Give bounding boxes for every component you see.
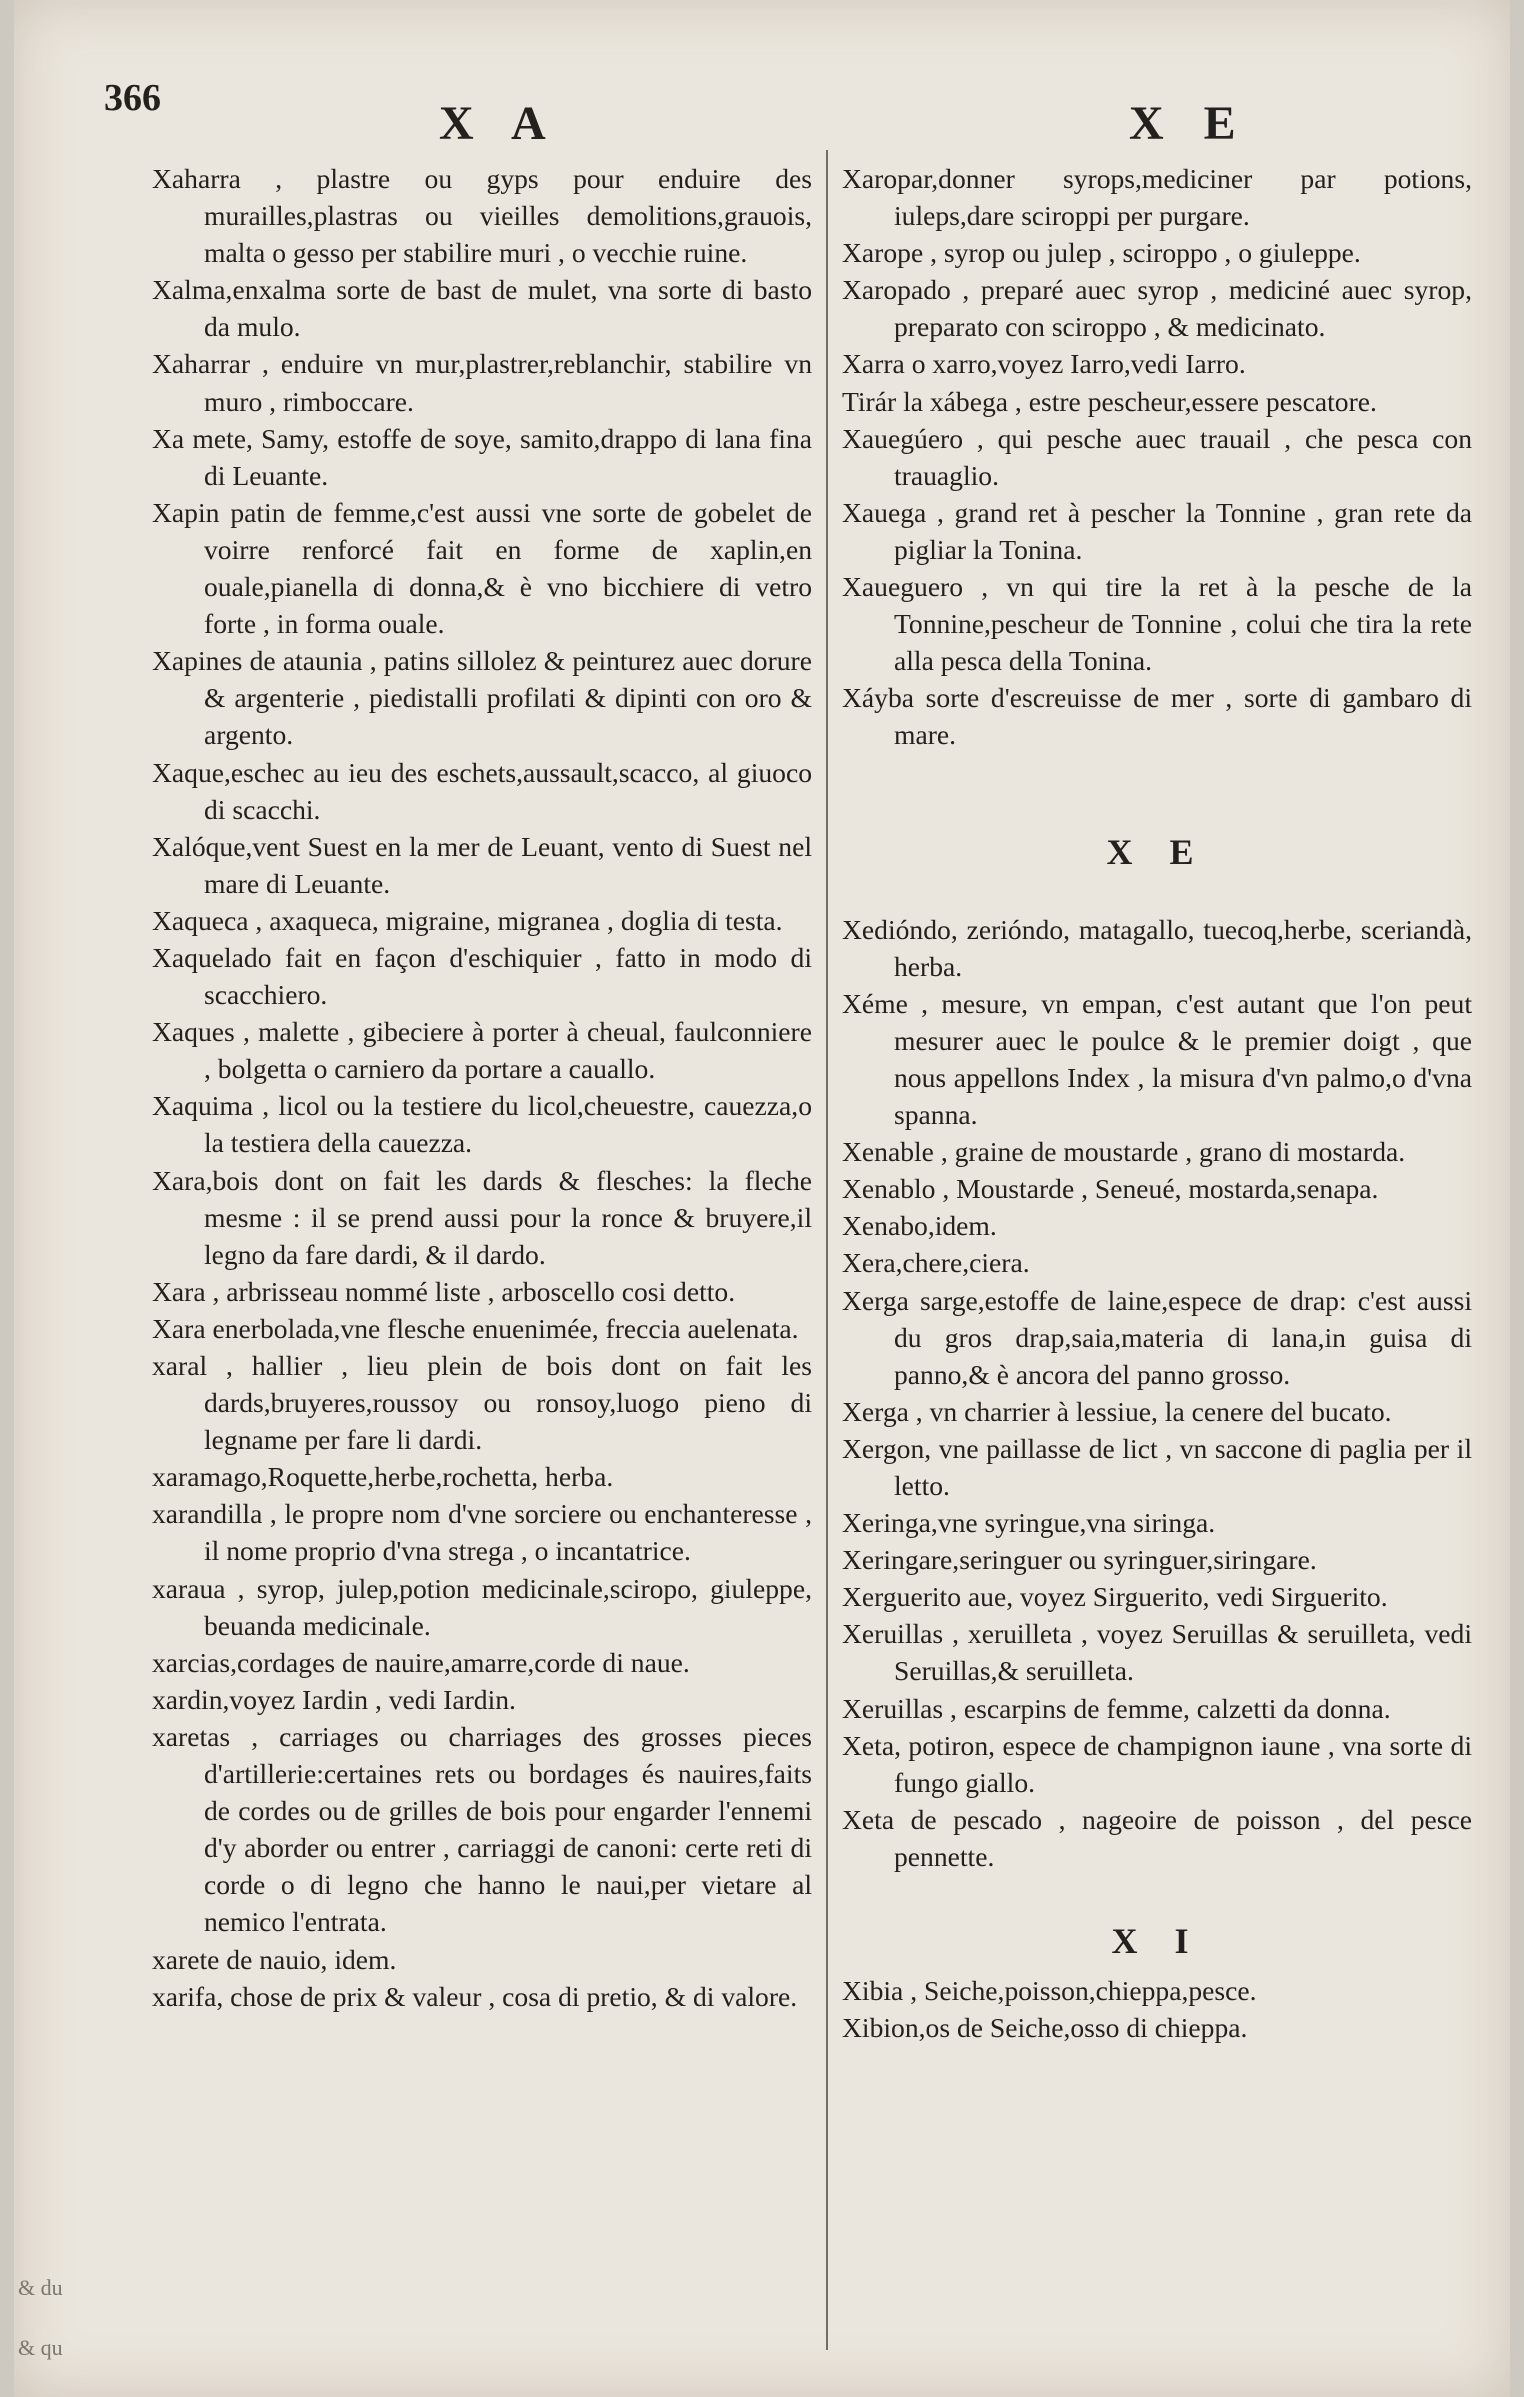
entry: Xaharra , plastre ou gyps pour enduire des murailles,plastras ou vieilles demolitions,grauois, malta o gesso per stabilire muri , o vecchie ruine. <box>152 163 812 269</box>
entry: Xeta, potiron, espece de champignon iaune , vna sorte di fungo giallo. <box>842 1729 1472 1798</box>
entry: Xera,chere,ciera. <box>842 1247 1030 1279</box>
entry: Xarope , syrop ou julep , sciroppo , o giuleppe. <box>842 237 1361 269</box>
section-heading-xi: X I <box>1111 1921 1203 1962</box>
entry: Xauega , grand ret à pescher la Tonnine , gran rete da pigliar la Tonina. <box>842 496 1472 565</box>
entry: Xaropar,donner syrops,mediciner par potions, iuleps,dare sciroppi per purgare. <box>842 163 1472 232</box>
column-divider <box>826 150 828 2350</box>
entry: Tirár la xábega , estre pescheur,essere pescatore. <box>842 385 1377 417</box>
entry: Xapines de ataunia , patins sillolez & peinturez auec dorure & argenterie , piedistalli profilati & dipinti con oro & argento. <box>152 645 812 751</box>
entry: Xeringa,vne syringue,vna siringa. <box>842 1507 1216 1539</box>
entry: Xáyba sorte d'escreuisse de mer , sorte di gambaro di mare. <box>842 682 1472 751</box>
entry: xaramago,Roquette,herbe,rochetta, herba. <box>152 1461 614 1493</box>
entry: Xerguerito aue, voyez Sirguerito, vedi Sirguerito. <box>842 1581 1388 1613</box>
entry: Xeruillas , xeruilleta , voyez Seruillas & seruilleta, vedi Seruillas,& seruilleta. <box>842 1618 1472 1687</box>
entry: Xeta de pescado , nageoire de poisson , del pesce pennette. <box>842 1803 1472 1872</box>
entry: Xergon, vne paillasse de lict , vn saccone di paglia per il letto. <box>842 1432 1472 1501</box>
entry: Xara , arbrisseau nommé liste , arboscello cosi detto. <box>152 1275 736 1307</box>
entry: Xerga sarge,estoffe de laine,espece de drap: c'est aussi du gros drap,saia,materia di lana,in guisa di panno,& è ancora del panno grosso. <box>842 1284 1472 1390</box>
entry: Xarra o xarro,voyez Iarro,vedi Iarro. <box>842 348 1246 380</box>
header-left: X A <box>439 97 560 150</box>
section-heading-xe: X E <box>1106 831 1208 872</box>
margin-note: & qu <box>18 2335 63 2360</box>
margin-note: & du <box>18 2275 63 2300</box>
entry: Xapin patin de femme,c'est aussi vne sorte de gobelet de voirre renforcé fait en forme de xaplin,en ouale,pianella di donna,& è vno bicchiere di vetro forte , in forma ouale. <box>152 496 812 640</box>
header-right: X E <box>1129 97 1250 150</box>
entry: Xenable , graine de moustarde , grano di mostarda. <box>842 1136 1406 1168</box>
entry: Xaquelado fait en façon d'eschiquier , fatto in modo di scacchiero. <box>152 941 812 1011</box>
left-column <box>152 160 812 2015</box>
entry: Xaque,eschec au ieu des eschets,aussault,scacco, al giuoco di scacchi. <box>152 756 812 825</box>
entry: Xenablo , Moustarde , Seneué, mostarda,senapa. <box>842 1173 1379 1205</box>
right-column <box>842 160 1472 2046</box>
entry: xarete de nauio, idem. <box>152 1943 397 1975</box>
entry: Xeruillas , escarpins de femme, calzetti da donna. <box>842 1692 1391 1724</box>
entry: Xa mete, Samy, estoffe de soye, samito,drappo di lana fina di Leuante. <box>152 422 812 491</box>
entry: Xeringare,seringuer ou syringuer,siringare. <box>842 1544 1317 1576</box>
entry: Xaquima , licol ou la testiere du licol,cheuestre, cauezza,o la testiera della cauezza. <box>152 1090 812 1159</box>
entry: xarcias,cordages de nauire,amarre,corde di naue. <box>152 1646 690 1678</box>
entry: xarifa, chose de prix & valeur , cosa di pretio, & di valore. <box>152 1980 798 2012</box>
entry: Xaques , malette , gibeciere à porter à cheual, faulconniere , bolgetta o carniero da portare a cauallo. <box>152 1016 812 1085</box>
entry: Xenabo,idem. <box>842 1210 997 1242</box>
entry: Xedióndo, zerióndo, matagallo, tuecoq,herbe, sceriandà, herba. <box>842 913 1472 982</box>
entry: Xéme , mesure, vn empan, c'est autant que l'on peut mesurer auec le poulce & le premier doigt , que nous appellons Index , la misura d'vn palmo,o d'vna spanna. <box>842 987 1472 1131</box>
entry: xarandilla , le propre nom d'vne sorciere ou enchanteresse , il nome proprio d'vna strega , o incantatrice. <box>152 1498 812 1567</box>
entry: Xaropado , preparé auec syrop , mediciné auec syrop, preparato con sciroppo , & medicinato. <box>842 274 1472 343</box>
entry: Xara,bois dont on fait les dards & flesches: la fleche mesme : il se prend aussi pour la ronce & bruyere,il legno da fare dardi, & il dardo. <box>152 1164 812 1270</box>
entry: Xaueguero , vn qui tire la ret à la pesche de la Tonnine,pescheur de Tonnine , colui che tira la rete alla pesca della Tonina. <box>842 571 1472 677</box>
dictionary-page <box>14 0 1510 2397</box>
entry: xaral , hallier , lieu plein de bois dont on fait les dards,bruyeres,roussoy ou ronsoy,luogo pieno di legname per fare li dardi. <box>152 1350 812 1456</box>
entry: Xaqueca , axaqueca, migraine, migranea , doglia di testa. <box>152 904 783 936</box>
entry: Xaharrar , enduire vn mur,plastrer,reblanchir, stabilire vn muro , rimboccare. <box>152 348 812 417</box>
entry: xardin,voyez Iardin , vedi Iardin. <box>152 1683 516 1715</box>
entry: Xalóque,vent Suest en la mer de Leuant, vento di Suest nel mare di Leuante. <box>152 830 812 899</box>
entry: xaretas , carriages ou charriages des grosses pieces d'artillerie:certaines rets ou bordages és nauires,faits de cordes ou de grilles de bois pour engarder l'ennemi d'y aborder ou entrer , carriaggi de canoni: certe reti di corde o di legno che hanno le naui,per vietare al nemico l'entrata. <box>152 1720 812 1938</box>
entry: Xauegúero , qui pesche auec trauail , che pesca con trauaglio. <box>842 422 1472 491</box>
page-number: 366 <box>104 77 161 119</box>
entry: Xibia , Seiche,poisson,chieppa,pesce. <box>842 1975 1257 2007</box>
entry: Xibion,os de Seiche,osso di chieppa. <box>842 2012 1248 2044</box>
entry: Xerga , vn charrier à lessiue, la cenere del bucato. <box>842 1395 1392 1427</box>
entry: xaraua , syrop, julep,potion medicinale,sciropo, giuleppe, beuanda medicinale. <box>152 1572 812 1641</box>
entry: Xalma,enxalma sorte de bast de mulet, vna sorte di basto da mulo. <box>152 274 812 343</box>
entry: Xara enerbolada,vne flesche enuenimée, freccia auelenata. <box>152 1312 799 1344</box>
